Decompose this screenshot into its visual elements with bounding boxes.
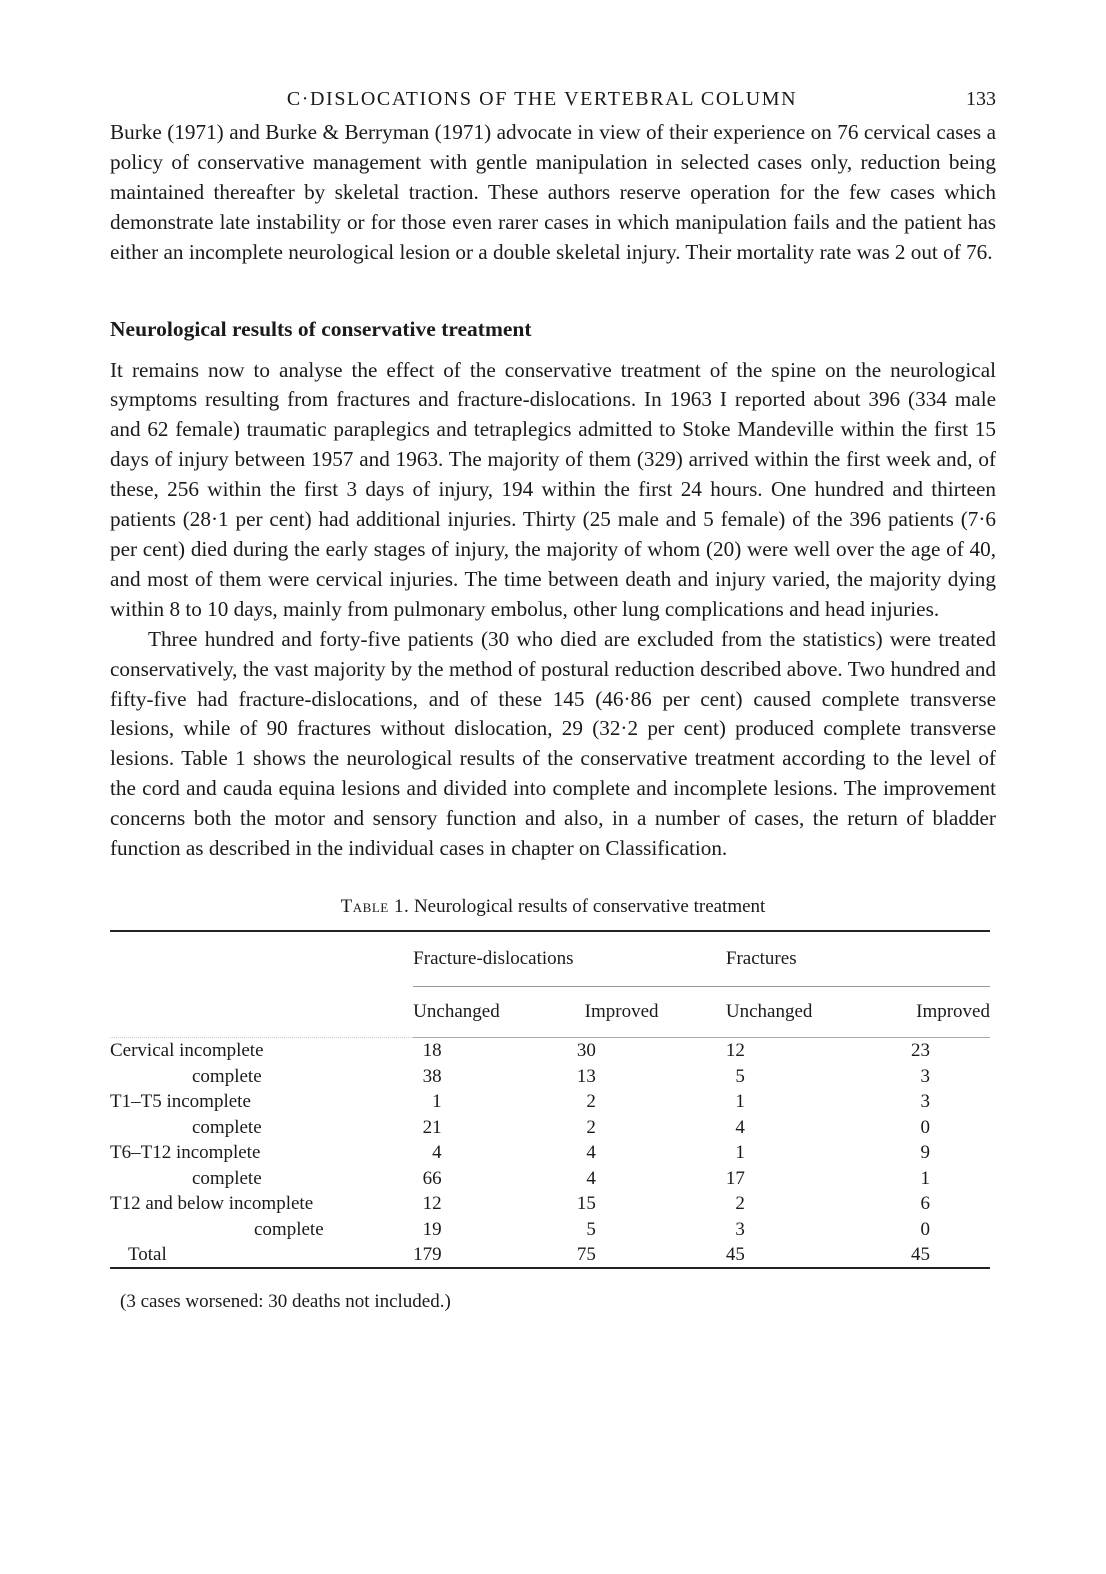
cell-value: 12 — [422, 1193, 442, 1215]
cell-value: 13 — [576, 1065, 596, 1087]
table-caption — [110, 894, 996, 920]
group-header-fractures: Fractures — [725, 947, 797, 969]
table-row — [110, 1114, 990, 1140]
running-head-title: C·DISLOCATIONS OF THE VERTEBRAL COLUMN — [286, 88, 798, 110]
paragraph-burke: Burke (1971) and Burke & Berryman (1971) advocate in view of their experience on 76 cervical cases a policy of conservative management with gentle manipulation in selected cases only, reduction being maintained thereafter by skeletal traction. These authors reserve operation for the few cases which demonstrate late instability or for those even rarer cases in which manipulation fails and the patient has either an incomplete neurological lesion or a double skeletal injury. Their mortality rate was 2 out of 76. — [110, 120, 996, 264]
table-group-header-row — [110, 931, 990, 987]
cell-value: 75 — [576, 1244, 596, 1266]
cell-value: 179 — [413, 1244, 442, 1266]
cell-value: 66 — [422, 1167, 442, 1189]
subheader-f-unchanged: Unchanged — [726, 986, 873, 1037]
page — [110, 88, 996, 1313]
row-label: complete — [192, 1167, 262, 1189]
cell-value: 6 — [920, 1193, 930, 1215]
table-caption-prefix: Table 1. — [340, 895, 410, 917]
page-number: 133 — [966, 88, 996, 110]
row-label: T6–T12 incomplete — [110, 1142, 261, 1164]
subheader-f-improved: Improved — [873, 986, 990, 1037]
cell-value: 3 — [920, 1091, 930, 1113]
row-label: complete — [192, 1065, 262, 1087]
cell-value: 2 — [586, 1091, 596, 1113]
table-row — [110, 1037, 990, 1063]
cell-value: 15 — [576, 1193, 596, 1215]
running-head — [110, 88, 996, 118]
row-label: complete — [254, 1218, 324, 1240]
cell-value: 19 — [422, 1218, 442, 1240]
cell-value: 4 — [735, 1116, 745, 1138]
cell-value: 2 — [735, 1193, 745, 1215]
table-row — [110, 1191, 990, 1217]
cell-value: 4 — [586, 1142, 596, 1164]
cell-value: 5 — [586, 1218, 596, 1240]
cell-value: 1 — [920, 1167, 930, 1189]
table-row — [110, 1242, 990, 1269]
cell-value: 0 — [920, 1218, 930, 1240]
table-row — [110, 1063, 990, 1089]
cell-value: 45 — [725, 1244, 745, 1266]
paragraph-treatment: Three hundred and forty-five patients (30 who died are excluded from the statistics) were treated conservatively, the vast majority by the method of postural reduction described above. Two hundred and fifty-five had fracture-dislocations, and of these 145 (46·86 per cent) caused complete transverse lesions, while of 90 fractures without dislocation, 29 (32·2 per cent) produced complete transverse lesions. Table 1 shows the neurological results of the conservative treatment according to the level of the cord and cauda equina lesions and divided into complete and incomplete lesions. The improvement concerns both the motor and sensory function and also, in a number of cases, the return of bladder function as described in the individual cases in chapter on Classification. — [110, 626, 996, 861]
group-header-fracture-dislocations: Fracture-dislocations — [413, 947, 574, 969]
table-footnote: (3 cases worsened: 30 deaths not included.) — [120, 1291, 451, 1313]
results-table — [110, 930, 990, 1270]
cell-value: 1 — [432, 1091, 442, 1113]
row-label: T1–T5 incomplete — [110, 1091, 251, 1113]
cell-value: 45 — [911, 1244, 930, 1266]
cell-value: 23 — [873, 1037, 990, 1063]
table-row — [110, 1140, 990, 1166]
section-heading: Neurological results of conservative treatment — [110, 316, 532, 341]
cell-value: 2 — [586, 1116, 596, 1138]
cell-value: 1 — [735, 1142, 745, 1164]
table-corner-sub — [110, 986, 413, 1037]
subheader-fd-unchanged: Unchanged — [413, 986, 567, 1037]
cell-value: 3 — [735, 1218, 745, 1240]
table-row — [110, 1089, 990, 1115]
cell-value: 5 — [735, 1065, 745, 1087]
table-caption-text: Neurological results of conservative treatment — [409, 895, 766, 917]
cell-value: 3 — [920, 1065, 930, 1087]
cell-value: 9 — [920, 1142, 930, 1164]
table-row — [110, 1165, 990, 1191]
table-subheader-row — [110, 986, 990, 1037]
cell-value: 30 — [567, 1037, 726, 1063]
cell-value: 4 — [432, 1142, 442, 1164]
cell-value: 0 — [920, 1116, 930, 1138]
row-label: T12 and below incomplete — [110, 1193, 314, 1215]
table-corner — [110, 931, 413, 987]
cell-value: 18 — [413, 1037, 567, 1063]
row-label: Total — [128, 1244, 167, 1266]
table-row — [110, 1216, 990, 1242]
cell-value: 4 — [586, 1167, 596, 1189]
subheader-fd-improved: Improved — [567, 986, 726, 1037]
cell-value: 38 — [422, 1065, 442, 1087]
cell-value: 12 — [726, 1037, 873, 1063]
row-label: Cervical incomplete — [110, 1037, 413, 1063]
cell-value: 17 — [725, 1167, 745, 1189]
cell-value: 21 — [422, 1116, 442, 1138]
row-label: complete — [192, 1116, 262, 1138]
table-body — [110, 1037, 990, 1268]
paragraph-analysis: It remains now to analyse the effect of the conservative treatment of the spine on the neurological symptoms resulting from fractures and fracture-dislocations. In 1963 I reported about 396 (334 male and 62 female) traumatic paraplegics and tetraplegics admitted to Stoke Mandeville within the first 15 days of injury between 1957 and 1963. The majority of them (329) arrived within the first week and, of these, 256 within the first 3 days of injury, 194 within the first 24 hours. One hundred and thirteen patients (28·1 per cent) had additional injuries. Thirty (25 male and 5 female) of the 396 patients (7·6 per cent) died during the early stages of injury, the majority of whom (20) were well over the age of 40, and most of them were cervical injuries. The time between death and injury varied, the majority dying within 8 to 10 days, mainly from pulmonary embolus, other lung complications and head injuries. — [110, 357, 996, 621]
cell-value: 1 — [735, 1091, 745, 1113]
